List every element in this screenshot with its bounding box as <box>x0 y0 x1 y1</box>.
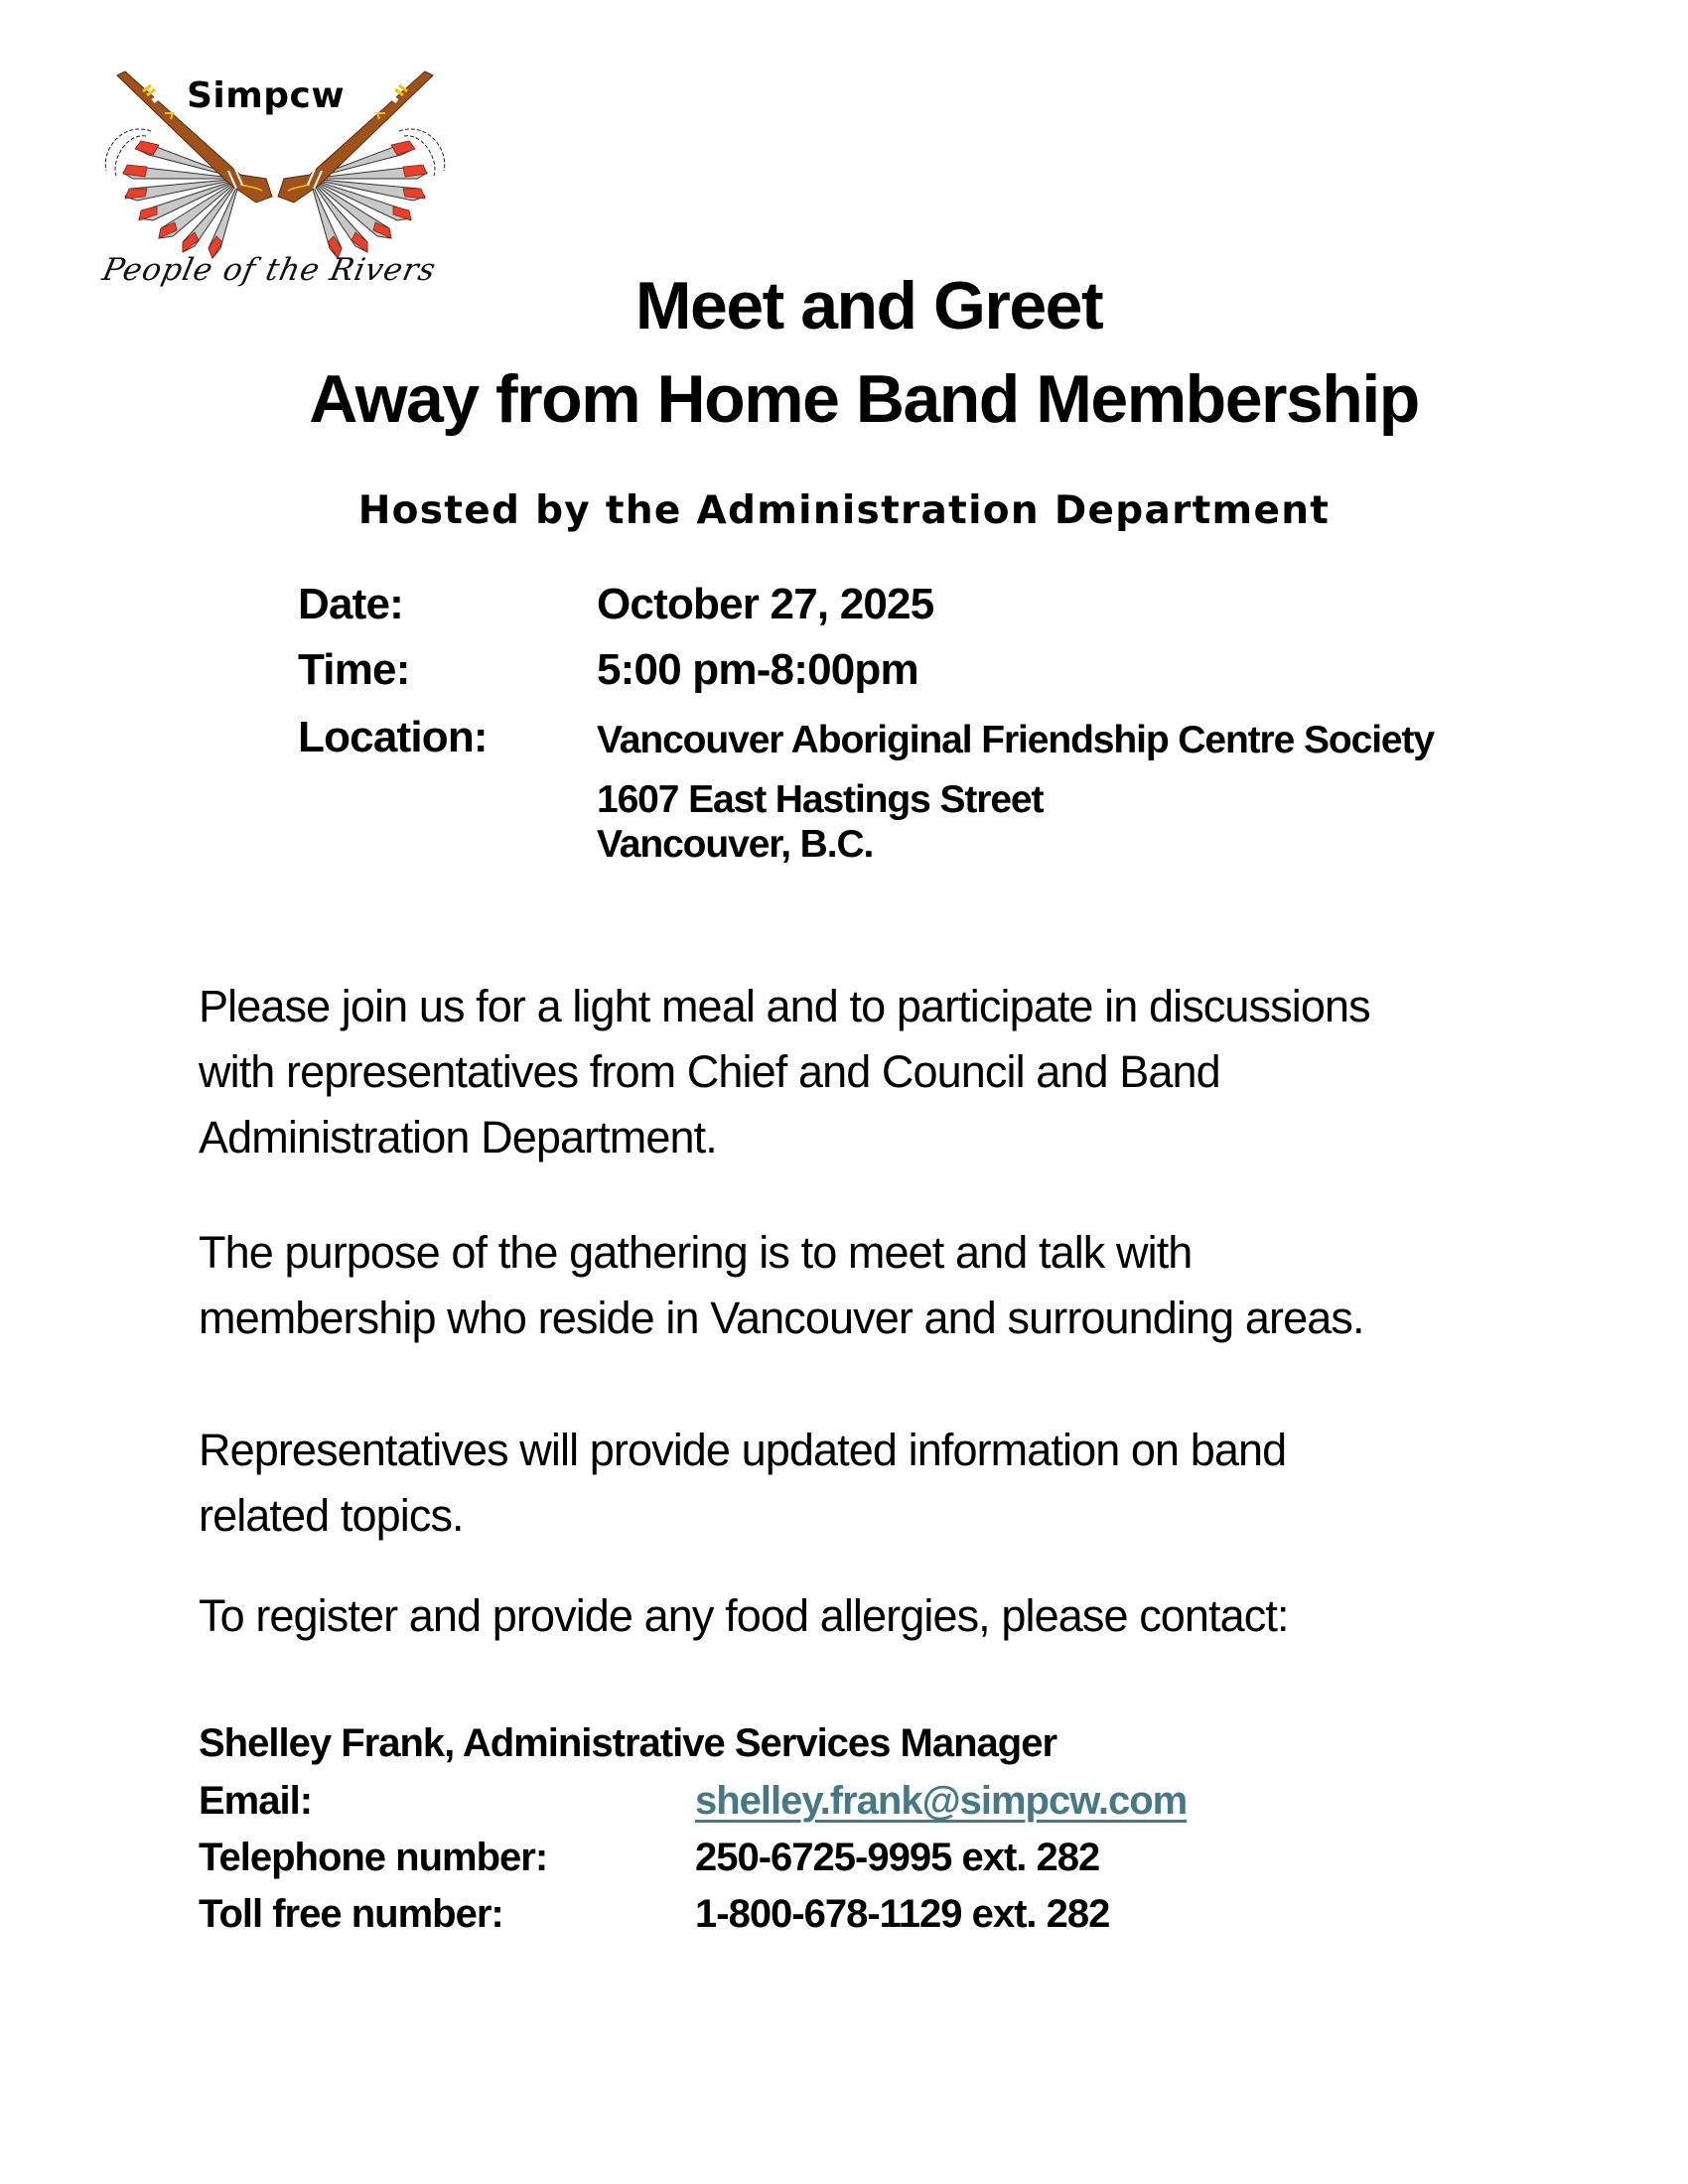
date-label: Date: <box>298 580 404 628</box>
paragraph-invitation <box>199 974 1370 1170</box>
location-venue: Vancouver Aboriginal Friendship Centre Society <box>597 719 1434 761</box>
email-label: Email: <box>199 1779 313 1823</box>
location-label: Location: <box>298 713 488 761</box>
telephone-value: 250-6725-9995 ext. 282 <box>695 1836 1100 1879</box>
paragraph-line: To register and provide any food allergies, please contact: <box>199 1590 1289 1641</box>
paragraph-line: Administration Department. <box>199 1112 717 1162</box>
paragraph-line: Representatives will provide updated information on band <box>199 1425 1287 1475</box>
paragraph-line: related topics. <box>199 1490 464 1541</box>
toll-free-value: 1-800-678-1129 ext. 282 <box>695 1892 1110 1936</box>
paragraph-purpose <box>199 1220 1364 1351</box>
logo-wordmark: Simpcw <box>187 75 346 116</box>
paragraph-topics <box>199 1418 1286 1549</box>
paragraph-line: membership who reside in Vancouver and surrounding areas. <box>199 1293 1364 1343</box>
time-value: 5:00 pm-8:00pm <box>597 645 918 694</box>
paragraph-line: Please join us for a light meal and to participate in discussions <box>199 981 1370 1031</box>
telephone-label: Telephone number: <box>199 1836 548 1879</box>
email-link[interactable]: shelley.frank@simpcw.com <box>695 1779 1188 1823</box>
paragraph-line: with representatives from Chief and Council and Band <box>199 1046 1220 1097</box>
hosted-by-line: Hosted by the Administration Department <box>357 488 1331 533</box>
page-title-subheading: Away from Home Band Membership <box>309 361 1419 437</box>
paragraph-line: The purpose of the gathering is to meet and talk with <box>199 1227 1193 1278</box>
location-city: Vancouver, B.C. <box>597 823 874 866</box>
location-street: 1607 East Hastings Street <box>597 778 1044 821</box>
paragraph-register <box>199 1583 1289 1649</box>
page-title: Meet and Greet <box>634 268 1103 343</box>
date-value: October 27, 2025 <box>597 580 934 628</box>
time-label: Time: <box>298 645 410 694</box>
logo-tagline: People of the Rivers <box>99 252 440 288</box>
contact-name-title: Shelley Frank, Administrative Services Manager <box>199 1721 1057 1765</box>
toll-free-label: Toll free number: <box>199 1892 503 1936</box>
